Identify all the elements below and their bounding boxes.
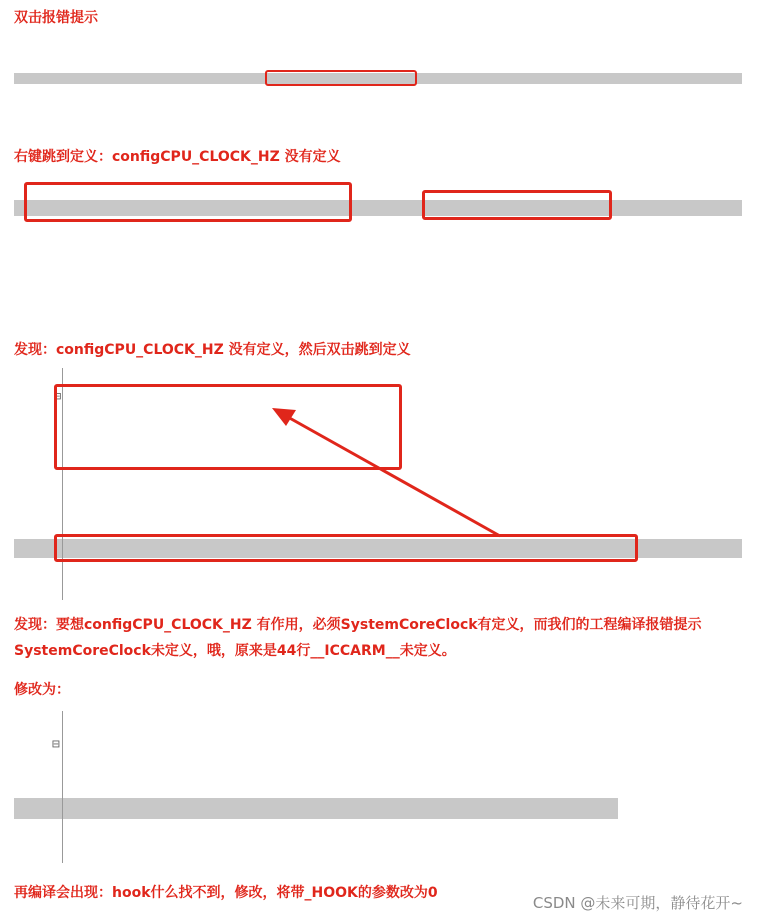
code-panel-4: [14, 711, 624, 869]
note-double-click-error: 双击报错提示: [14, 10, 98, 26]
code-line-45-fixed: [14, 756, 624, 777]
code-line-43-fixed: [14, 714, 624, 735]
note-right-click-definition: 右键跳到定义：configCPU_CLOCK_HZ 没有定义: [14, 149, 341, 165]
code-panel-3: [14, 368, 742, 600]
code-line-47-fixed: [14, 798, 618, 819]
note-found-undefined: 发现：configCPU_CLOCK_HZ 没有定义，然后双击跳到定义: [14, 342, 411, 358]
code-line-48-fixed: [14, 819, 624, 840]
highlight-box-define-systick: [24, 182, 352, 222]
code-line-792: [14, 117, 742, 128]
code-line-44: ⊟: [54, 389, 62, 403]
code-line-791: [14, 106, 742, 117]
code-line-define-clk-bit-1: [14, 232, 742, 248]
code-line-790: [14, 95, 742, 106]
code-line-endif: [14, 298, 742, 314]
note-analysis: 发现：要想configCPU_CLOCK_HZ 有作用，必须SystemCoreClock有定义，而我们的工程编译报错提示SystemCoreClock未定义，哦，原来是44行__ICCARM__未定义。: [14, 617, 702, 659]
red-arrow: [14, 368, 742, 600]
highlight-box-systick-clock: [265, 70, 417, 86]
code-line-define-clk-bit-2: [14, 282, 742, 298]
code-line-else: [14, 249, 742, 265]
code-panel-2: [14, 172, 742, 326]
code-line-46-fixed: [14, 777, 624, 798]
code-line-comment-select: [14, 265, 742, 281]
code-line-49-fixed: [14, 841, 624, 862]
code-panel-1: [14, 38, 742, 134]
code-line-785: [14, 40, 742, 51]
code-line-786: [14, 51, 742, 62]
highlight-box-config-cpu-clock: [422, 190, 612, 220]
note-modify-to: 修改为：: [14, 682, 70, 698]
note-recompile-hook: 再编译会出现：hook什么找不到，修改，将带_HOOK的参数改为0: [14, 885, 438, 901]
csdn-watermark: CSDN @未来可期，静待花开~: [532, 894, 743, 912]
code-line-44-fixed: ⊟: [52, 737, 60, 752]
